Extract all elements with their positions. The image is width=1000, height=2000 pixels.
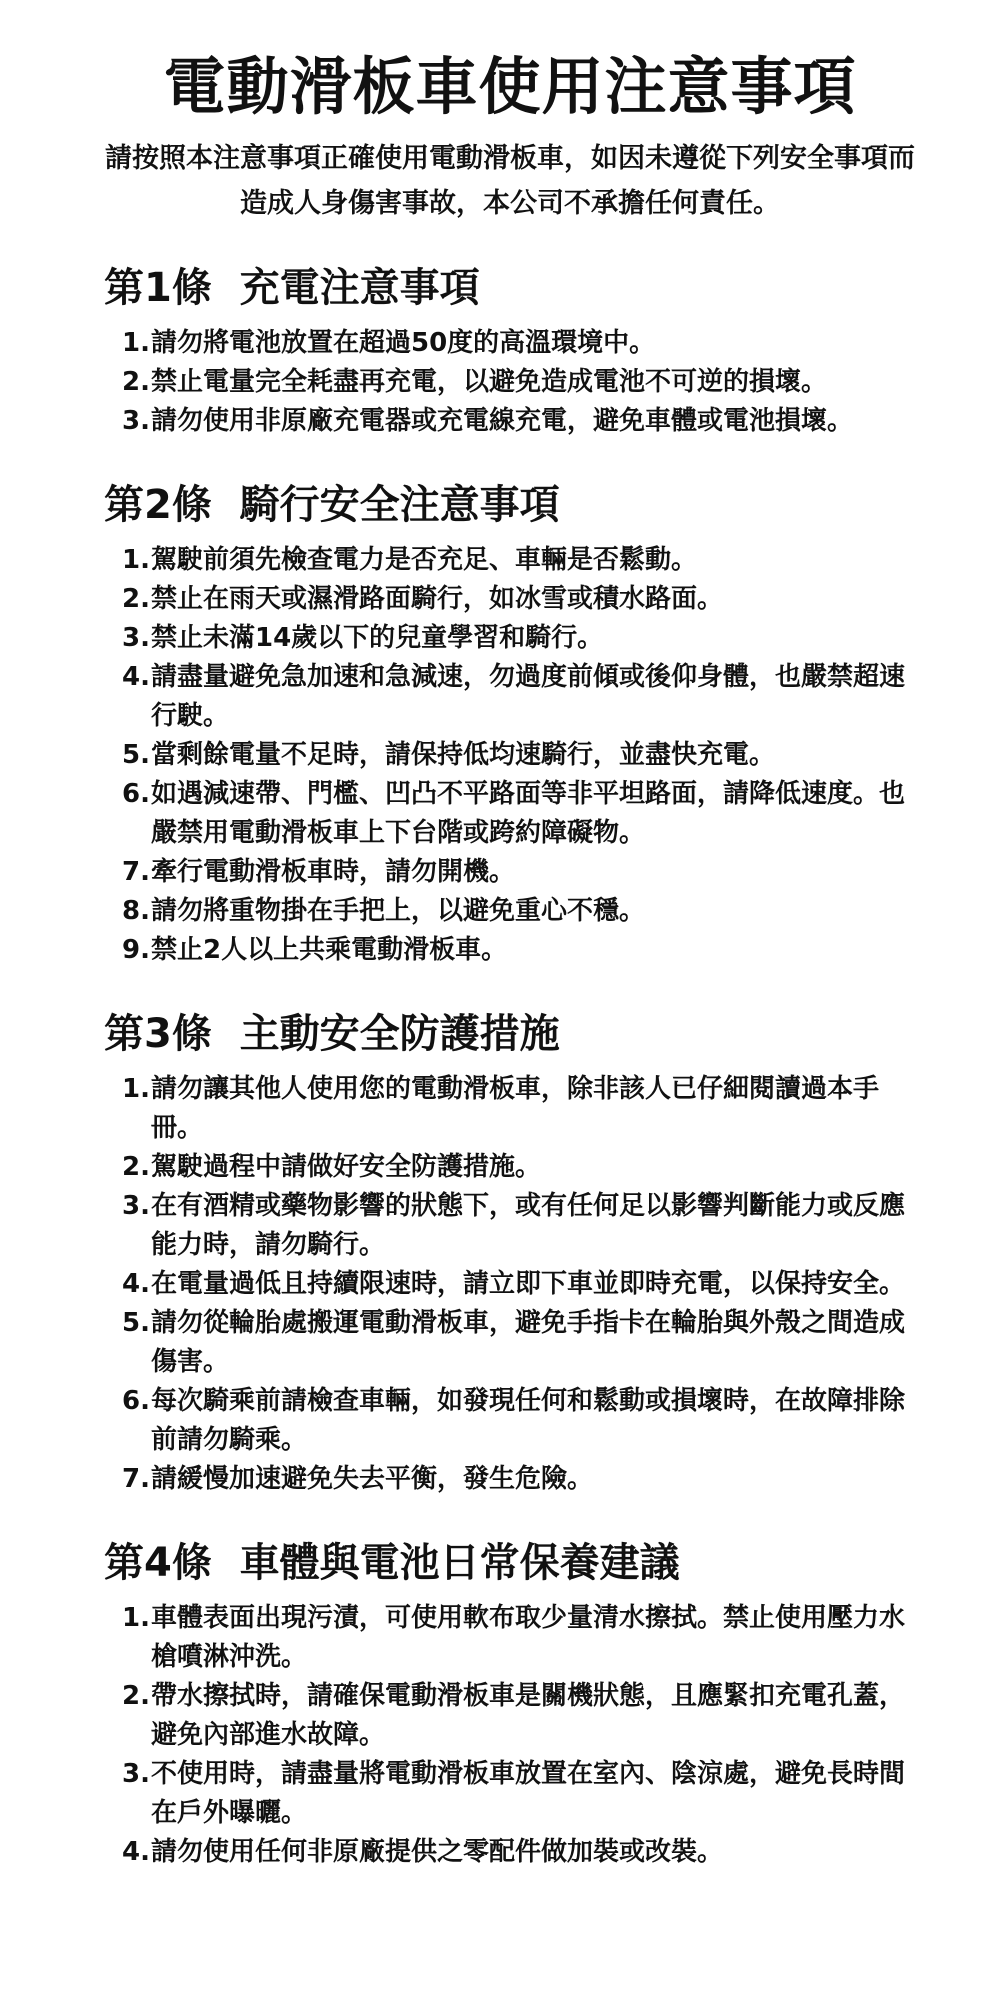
rule-number: 6. — [122, 1386, 150, 1417]
rule-list — [104, 1599, 916, 1872]
rule-item — [124, 1833, 916, 1872]
rule-item — [124, 1599, 916, 1677]
rule-text: 請勿將電池放置在超過50度的高溫環境中。 — [151, 328, 656, 359]
rule-item — [124, 1148, 916, 1187]
section-heading: 第4條 車體與電池日常保養建議 — [104, 1540, 680, 1587]
rule-text: 在電量過低且持續限速時，請立即下車並即時充電，以保持安全。 — [151, 1269, 906, 1300]
rule-text: 帶水擦拭時，請確保電動滑板車是關機狀態，且應緊扣充電孔蓋，避免內部進水故障。 — [151, 1681, 906, 1751]
rule-item — [124, 580, 916, 619]
rule-text: 駕駛前須先檢查電力是否充足、車輛是否鬆動。 — [151, 545, 698, 576]
rule-number: 3. — [122, 406, 150, 437]
document-intro: 請按照本注意事項正確使用電動滑板車，如因未遵從下列安全事項而造成人身傷害事故，本公司不承擔任何責任。 — [105, 143, 915, 220]
rule-text: 車體表面出現污漬，可使用軟布取少量清水擦拭。禁止使用壓力水槍噴淋沖洗。 — [151, 1603, 906, 1673]
rule-text: 在有酒精或藥物影響的狀態下，或有任何足以影響判斷能力或反應能力時，請勿騎行。 — [151, 1191, 906, 1261]
rule-number: 4. — [122, 1269, 150, 1300]
rule-number: 2. — [122, 1681, 150, 1712]
rule-text: 請緩慢加速避免失去平衡，發生危險。 — [151, 1464, 594, 1495]
rule-list — [104, 541, 916, 970]
rule-text: 禁止未滿14歲以下的兒童學習和騎行。 — [151, 623, 604, 654]
rule-item — [124, 402, 916, 441]
rule-text: 每次騎乘前請檢查車輛，如發現任何和鬆動或損壞時，在故障排除前請勿騎乘。 — [151, 1386, 906, 1456]
rule-text: 請勿從輪胎處搬運電動滑板車，避免手指卡在輪胎與外殼之間造成傷害。 — [151, 1308, 906, 1378]
rule-item — [124, 1677, 916, 1755]
rule-item — [124, 736, 916, 775]
rule-item — [124, 853, 916, 892]
rule-number: 5. — [122, 740, 150, 771]
rule-number: 7. — [122, 857, 150, 888]
rule-text: 當剩餘電量不足時，請保持低均速騎行，並盡快充電。 — [151, 740, 776, 771]
rule-text: 請盡量避免急加速和急減速，勿過度前傾或後仰身體，也嚴禁超速行駛。 — [151, 662, 906, 732]
rule-number: 2. — [122, 1152, 150, 1183]
rule-text: 請勿將重物掛在手把上，以避免重心不穩。 — [151, 896, 646, 927]
rule-text: 駕駛過程中請做好安全防護措施。 — [151, 1152, 542, 1183]
rule-text: 請勿使用任何非原廠提供之零配件做加裝或改裝。 — [151, 1837, 724, 1868]
rule-number: 3. — [122, 1191, 150, 1222]
rule-number: 4. — [122, 1837, 150, 1868]
rule-item — [124, 1187, 916, 1265]
rule-number: 8. — [122, 896, 150, 927]
section-3 — [104, 1004, 916, 1499]
rule-number: 2. — [122, 367, 150, 398]
rule-text: 禁止2人以上共乘電動滑板車。 — [151, 935, 508, 966]
rule-item — [124, 775, 916, 853]
rule-text: 請勿使用非原廠充電器或充電線充電，避免車體或電池損壞。 — [151, 406, 854, 437]
section-1 — [104, 258, 916, 441]
rule-item — [124, 1070, 916, 1148]
rule-number: 5. — [122, 1308, 150, 1339]
rule-number: 2. — [122, 584, 150, 615]
rule-number: 9. — [122, 935, 150, 966]
rule-number: 6. — [122, 779, 150, 810]
rule-text: 不使用時，請盡量將電動滑板車放置在室內、陰涼處，避免長時間在戶外曝曬。 — [151, 1759, 906, 1829]
rule-number: 3. — [122, 1759, 150, 1790]
rule-item — [124, 658, 916, 736]
rule-item — [124, 363, 916, 402]
rule-item — [124, 324, 916, 363]
rule-item — [124, 619, 916, 658]
rule-item — [124, 931, 916, 970]
rule-number: 4. — [122, 662, 150, 693]
rule-number: 7. — [122, 1464, 150, 1495]
section-heading: 第3條 主動安全防護措施 — [104, 1011, 560, 1058]
rule-text: 禁止在雨天或濕滑路面騎行，如冰雪或積水路面。 — [151, 584, 724, 615]
rule-number: 1. — [122, 1074, 150, 1105]
section-4 — [104, 1533, 916, 1872]
rule-text: 牽行電動滑板車時，請勿開機。 — [151, 857, 516, 888]
rule-list — [104, 1070, 916, 1499]
section-2 — [104, 475, 916, 970]
rule-number: 1. — [122, 328, 150, 359]
rule-number: 3. — [122, 623, 150, 654]
rule-text: 如遇減速帶、門檻、凹凸不平路面等非平坦路面，請降低速度。也嚴禁用電動滑板車上下台階或跨約障礙物。 — [151, 779, 906, 849]
document-title: 電動滑板車使用注意事項 — [163, 50, 857, 123]
rule-item — [124, 1460, 916, 1499]
rule-item — [124, 892, 916, 931]
rule-item — [124, 1755, 916, 1833]
rule-item — [124, 541, 916, 580]
rule-text: 請勿讓其他人使用您的電動滑板車，除非該人已仔細閱讀過本手冊。 — [151, 1074, 880, 1144]
rule-item — [124, 1265, 916, 1304]
section-heading: 第1條 充電注意事項 — [104, 265, 480, 312]
section-heading: 第2條 騎行安全注意事項 — [104, 482, 560, 529]
rule-item — [124, 1304, 916, 1382]
rule-list — [104, 324, 916, 441]
rule-number: 1. — [122, 1603, 150, 1634]
rule-number: 1. — [122, 545, 150, 576]
rule-text: 禁止電量完全耗盡再充電，以避免造成電池不可逆的損壞。 — [151, 367, 828, 398]
rule-item — [124, 1382, 916, 1460]
